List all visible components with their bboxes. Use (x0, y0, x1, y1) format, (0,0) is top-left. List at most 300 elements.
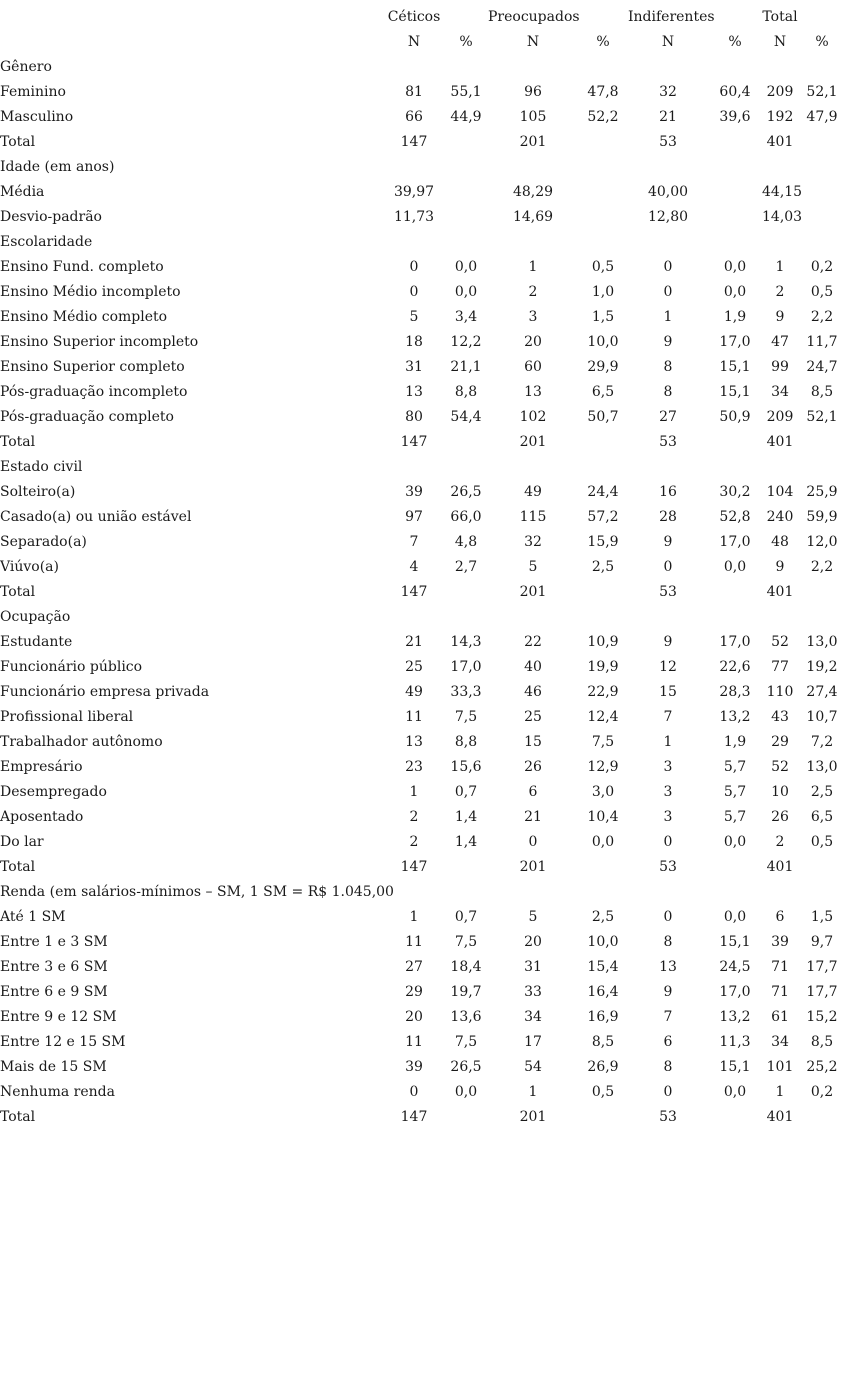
subheader-row (0, 30, 846, 55)
data-cell: 53 (659, 434, 677, 450)
data-cell (798, 1105, 846, 1130)
data-cell: 1 (528, 1084, 538, 1100)
data-cell (798, 205, 846, 230)
data-cell: 1 (409, 784, 419, 800)
data-cell: 32 (524, 534, 542, 550)
data-cell: 0,0 (723, 284, 747, 300)
data-cell: 8 (663, 1059, 673, 1075)
row-label: Entre 6 e 9 SM (0, 984, 108, 1000)
data-cell: 48,29 (512, 184, 554, 200)
row-label: Solteiro(a) (0, 484, 76, 500)
data-cell: 24,4 (587, 484, 619, 500)
data-cell: 10 (771, 784, 789, 800)
data-cell: 9 (663, 534, 673, 550)
data-cell: 6,5 (810, 809, 834, 825)
data-cell: 0 (663, 834, 673, 850)
row-label: Aposentado (0, 809, 84, 825)
data-cell: 17,7 (806, 959, 838, 975)
data-cell: 9 (663, 634, 673, 650)
data-cell: 3 (663, 809, 673, 825)
data-cell: 81 (405, 84, 423, 100)
data-cell: 0 (409, 1084, 419, 1100)
data-cell: 16,9 (587, 1009, 619, 1025)
data-cell: 15,9 (587, 534, 619, 550)
table-row (0, 1055, 846, 1080)
data-cell: 26 (524, 759, 542, 775)
row-label: Estudante (0, 634, 73, 650)
data-cell: 5,7 (723, 809, 747, 825)
row-label: Total (0, 1109, 36, 1125)
data-cell: 13 (524, 384, 542, 400)
data-cell: 5,7 (723, 784, 747, 800)
data-cell: 3 (663, 784, 673, 800)
section-header-row (0, 455, 846, 480)
table-row (0, 430, 846, 455)
data-cell: 11,3 (719, 1034, 751, 1050)
data-cell: 53 (659, 859, 677, 875)
data-cell: 17,0 (719, 334, 751, 350)
data-cell: 8 (663, 934, 673, 950)
data-cell: 26,5 (450, 484, 482, 500)
subheader-n: N (773, 34, 787, 50)
table-row (0, 1030, 846, 1055)
data-cell: 101 (766, 1059, 794, 1075)
data-cell: 31 (524, 959, 542, 975)
data-cell: 40 (524, 659, 542, 675)
data-cell (578, 430, 628, 455)
section-header-row (0, 230, 846, 255)
data-cell: 0,0 (723, 909, 747, 925)
table-page-content (0, 5, 846, 1130)
row-label: Ensino Superior incompleto (0, 334, 199, 350)
data-cell: 2,5 (810, 784, 834, 800)
data-cell: 5 (528, 909, 538, 925)
data-cell: 49 (405, 684, 423, 700)
data-cell: 44,9 (450, 109, 482, 125)
data-cell: 0 (663, 259, 673, 275)
data-cell: 19,9 (587, 659, 619, 675)
data-cell: 22,9 (587, 684, 619, 700)
data-cell: 39,97 (393, 184, 435, 200)
data-cell: 13 (405, 734, 423, 750)
table-row (0, 855, 846, 880)
data-cell: 39 (405, 1059, 423, 1075)
data-cell: 6 (663, 1034, 673, 1050)
table-row (0, 1080, 846, 1105)
data-cell: 53 (659, 134, 677, 150)
data-cell: 15,2 (806, 1009, 838, 1025)
table-row (0, 105, 846, 130)
data-cell: 0,0 (454, 284, 478, 300)
table-row (0, 405, 846, 430)
table-row (0, 330, 846, 355)
data-cell: 9 (775, 309, 785, 325)
data-cell: 8 (663, 384, 673, 400)
data-cell: 0,2 (810, 1084, 834, 1100)
data-cell: 1 (775, 1084, 785, 1100)
subheader-pct: % (596, 34, 610, 50)
data-cell: 12,2 (450, 334, 482, 350)
data-cell (444, 130, 488, 155)
data-cell: 52,1 (806, 409, 838, 425)
data-cell: 12,4 (587, 709, 619, 725)
table-row (0, 555, 846, 580)
data-cell: 32 (659, 84, 677, 100)
row-label: Casado(a) ou união estável (0, 509, 192, 525)
table-row (0, 1105, 846, 1130)
data-cell: 99 (771, 359, 789, 375)
data-cell: 2 (775, 284, 785, 300)
data-cell: 11 (405, 1034, 423, 1050)
data-cell (708, 205, 762, 230)
data-cell: 11 (405, 934, 423, 950)
table-row (0, 130, 846, 155)
data-cell: 22 (524, 634, 542, 650)
data-cell: 401 (766, 134, 794, 150)
data-cell: 11,73 (393, 209, 435, 225)
row-label: Desvio-padrão (0, 209, 102, 225)
data-cell: 147 (400, 584, 428, 600)
data-cell: 0 (409, 259, 419, 275)
data-cell: 18 (405, 334, 423, 350)
data-cell: 147 (400, 434, 428, 450)
row-label: Entre 1 e 3 SM (0, 934, 108, 950)
data-cell: 54,4 (450, 409, 482, 425)
data-cell: 0,7 (454, 909, 478, 925)
data-cell: 53 (659, 584, 677, 600)
data-cell: 0 (663, 559, 673, 575)
data-cell: 80 (405, 409, 423, 425)
data-cell: 5 (528, 559, 538, 575)
data-cell: 0 (409, 284, 419, 300)
data-cell: 26,9 (587, 1059, 619, 1075)
data-cell (578, 205, 628, 230)
data-cell: 17,0 (719, 634, 751, 650)
data-cell: 105 (519, 109, 547, 125)
data-cell (444, 205, 488, 230)
data-cell: 71 (771, 984, 789, 1000)
data-cell: 7 (409, 534, 419, 550)
data-cell: 50,9 (719, 409, 751, 425)
data-cell: 104 (766, 484, 794, 500)
table-row (0, 1005, 846, 1030)
data-cell: 14,69 (512, 209, 554, 225)
data-cell: 0,5 (591, 1084, 615, 1100)
data-cell: 9 (775, 559, 785, 575)
data-cell (708, 130, 762, 155)
data-cell: 2,2 (810, 309, 834, 325)
data-cell: 16 (659, 484, 677, 500)
data-cell: 49 (524, 484, 542, 500)
table-row (0, 805, 846, 830)
table-row (0, 280, 846, 305)
table-row (0, 830, 846, 855)
corner-cell (0, 5, 384, 30)
data-cell: 13 (405, 384, 423, 400)
data-cell: 15 (659, 684, 677, 700)
subheader-n: N (407, 34, 421, 50)
group-header-row (0, 5, 846, 30)
data-cell: 52,2 (587, 109, 619, 125)
data-cell: 147 (400, 1109, 428, 1125)
table-row (0, 80, 846, 105)
data-cell: 9 (663, 334, 673, 350)
group-header-spacer (798, 5, 846, 30)
row-label: Empresário (0, 759, 83, 775)
data-cell: 19,2 (806, 659, 838, 675)
data-cell: 55,1 (450, 84, 482, 100)
data-cell: 14,3 (450, 634, 482, 650)
data-cell: 28 (659, 509, 677, 525)
data-cell (708, 855, 762, 880)
data-cell: 16,4 (587, 984, 619, 1000)
row-label: Ensino Superior completo (0, 359, 185, 375)
data-cell: 52 (771, 759, 789, 775)
data-cell: 7,5 (454, 934, 478, 950)
table-row (0, 355, 846, 380)
data-cell: 3 (528, 309, 538, 325)
data-cell: 12,0 (806, 534, 838, 550)
section-header: Ocupação (0, 609, 71, 625)
data-cell: 21 (405, 634, 423, 650)
table-row (0, 305, 846, 330)
data-cell: 29,9 (587, 359, 619, 375)
table-row (0, 980, 846, 1005)
data-cell: 33,3 (450, 684, 482, 700)
data-cell: 13 (659, 959, 677, 975)
data-cell (578, 130, 628, 155)
table-row (0, 255, 846, 280)
data-cell: 39 (771, 934, 789, 950)
data-cell (798, 180, 846, 205)
data-cell: 5,7 (723, 759, 747, 775)
data-cell (798, 580, 846, 605)
data-cell: 25,9 (806, 484, 838, 500)
data-cell: 2 (409, 809, 419, 825)
data-cell: 40,00 (647, 184, 689, 200)
data-cell: 27,4 (806, 684, 838, 700)
data-cell: 27 (659, 409, 677, 425)
row-label: Ensino Fund. completo (0, 259, 164, 275)
row-label: Trabalhador autônomo (0, 734, 163, 750)
group-header-preocupados: Preocupados (488, 9, 580, 25)
data-cell (708, 1105, 762, 1130)
data-cell: 26 (771, 809, 789, 825)
table-row (0, 580, 846, 605)
data-cell: 66 (405, 109, 423, 125)
data-cell: 8,8 (454, 384, 478, 400)
data-cell: 97 (405, 509, 423, 525)
data-cell: 24,5 (719, 959, 751, 975)
data-cell: 7 (663, 1009, 673, 1025)
data-cell: 2,5 (591, 559, 615, 575)
data-cell: 7 (663, 709, 673, 725)
data-cell (444, 180, 488, 205)
data-cell: 17,0 (719, 984, 751, 1000)
row-label: Até 1 SM (0, 909, 66, 925)
data-cell: 10,7 (806, 709, 838, 725)
data-cell: 15,1 (719, 359, 751, 375)
section-header: Escolaridade (0, 234, 93, 250)
group-header-total: Total (762, 9, 798, 25)
data-cell: 17,0 (719, 534, 751, 550)
data-cell: 0 (528, 834, 538, 850)
data-cell: 29 (405, 984, 423, 1000)
data-cell: 17,7 (806, 984, 838, 1000)
data-cell: 110 (766, 684, 794, 700)
data-cell: 192 (766, 109, 794, 125)
data-cell: 47 (771, 334, 789, 350)
row-label: Entre 12 e 15 SM (0, 1034, 126, 1050)
table-row (0, 955, 846, 980)
data-cell: 39 (405, 484, 423, 500)
table-row (0, 655, 846, 680)
data-cell: 147 (400, 134, 428, 150)
data-cell: 201 (519, 134, 547, 150)
data-cell: 1,9 (723, 309, 747, 325)
data-cell: 0,0 (723, 834, 747, 850)
data-cell: 8,5 (810, 384, 834, 400)
data-cell: 201 (519, 1109, 547, 1125)
data-cell (798, 130, 846, 155)
data-cell: 12,80 (647, 209, 689, 225)
data-cell: 3,0 (591, 784, 615, 800)
row-label: Mais de 15 SM (0, 1059, 107, 1075)
data-cell: 47,9 (806, 109, 838, 125)
row-label: Entre 3 e 6 SM (0, 959, 108, 975)
data-cell: 18,4 (450, 959, 482, 975)
subheader-pct: % (728, 34, 742, 50)
data-cell: 7,5 (454, 709, 478, 725)
data-cell: 57,2 (587, 509, 619, 525)
data-cell: 21,1 (450, 359, 482, 375)
table-row (0, 730, 846, 755)
data-cell: 1,5 (591, 309, 615, 325)
group-header-spacer (708, 5, 762, 30)
section-header: Estado civil (0, 459, 83, 475)
data-cell: 39,6 (719, 109, 751, 125)
data-cell (708, 430, 762, 455)
row-label: Feminino (0, 84, 66, 100)
data-cell: 2,7 (454, 559, 478, 575)
data-cell: 401 (766, 434, 794, 450)
row-label: Total (0, 584, 36, 600)
data-cell: 15,1 (719, 1059, 751, 1075)
data-cell: 8,8 (454, 734, 478, 750)
data-cell: 13,0 (806, 634, 838, 650)
row-label: Funcionário público (0, 659, 143, 675)
data-cell: 102 (519, 409, 547, 425)
data-cell: 401 (766, 859, 794, 875)
data-cell (708, 580, 762, 605)
data-cell: 115 (519, 509, 547, 525)
data-cell: 201 (519, 434, 547, 450)
row-label: Viúvo(a) (0, 559, 59, 575)
data-cell: 31 (405, 359, 423, 375)
data-cell: 0 (663, 284, 673, 300)
data-cell: 1,9 (723, 734, 747, 750)
data-cell: 15,1 (719, 934, 751, 950)
data-cell: 12,9 (587, 759, 619, 775)
data-cell: 25,2 (806, 1059, 838, 1075)
data-cell: 11 (405, 709, 423, 725)
data-cell: 1,4 (454, 809, 478, 825)
data-cell: 147 (400, 859, 428, 875)
data-cell: 52,8 (719, 509, 751, 525)
table-row (0, 705, 846, 730)
section-header: Gênero (0, 59, 52, 75)
data-cell: 19,7 (450, 984, 482, 1000)
data-cell: 401 (766, 584, 794, 600)
data-cell: 15,4 (587, 959, 619, 975)
data-cell: 59,9 (806, 509, 838, 525)
data-cell: 2 (775, 834, 785, 850)
table-row (0, 180, 846, 205)
data-cell: 52 (771, 634, 789, 650)
group-header-spacer (578, 5, 628, 30)
data-cell: 1,5 (810, 909, 834, 925)
data-cell: 96 (524, 84, 542, 100)
table-row (0, 905, 846, 930)
data-cell: 17,0 (450, 659, 482, 675)
data-cell: 54 (524, 1059, 542, 1075)
data-cell: 2 (409, 834, 419, 850)
table-row (0, 205, 846, 230)
data-cell (578, 855, 628, 880)
data-cell: 46 (524, 684, 542, 700)
data-cell: 9 (663, 984, 673, 1000)
data-cell: 4,8 (454, 534, 478, 550)
data-cell: 0 (663, 1084, 673, 1100)
data-cell: 10,4 (587, 809, 619, 825)
data-cell: 60,4 (719, 84, 751, 100)
data-cell: 24,7 (806, 359, 838, 375)
data-cell: 60 (524, 359, 542, 375)
table-header (0, 5, 846, 55)
data-cell: 1,4 (454, 834, 478, 850)
data-cell: 26,5 (450, 1059, 482, 1075)
data-cell (444, 1105, 488, 1130)
row-label: Ensino Médio incompleto (0, 284, 181, 300)
row-label: Total (0, 434, 36, 450)
section-header-row (0, 55, 846, 80)
row-label: Entre 9 e 12 SM (0, 1009, 117, 1025)
subheader-n: N (661, 34, 675, 50)
row-label: Total (0, 134, 36, 150)
data-cell: 17 (524, 1034, 542, 1050)
data-cell: 13,2 (719, 709, 751, 725)
data-cell: 201 (519, 859, 547, 875)
data-cell: 0,0 (454, 1084, 478, 1100)
data-cell: 14,03 (762, 209, 803, 225)
data-cell: 2,2 (810, 559, 834, 575)
data-cell: 77 (771, 659, 789, 675)
subheader-pct: % (815, 34, 829, 50)
data-cell: 1 (528, 259, 538, 275)
data-cell: 1 (775, 259, 785, 275)
data-cell: 0,0 (723, 559, 747, 575)
data-cell (444, 580, 488, 605)
group-header-spacer (444, 5, 488, 30)
data-cell: 12 (659, 659, 677, 675)
subheader-pct: % (459, 34, 473, 50)
data-cell: 1 (663, 734, 673, 750)
table-body (0, 55, 846, 1130)
data-cell (798, 855, 846, 880)
row-label: Separado(a) (0, 534, 87, 550)
section-header: Renda (em salários-mínimos – SM, 1 SM = R$ 1.045,00 (0, 884, 394, 900)
data-cell: 44,15 (762, 184, 803, 200)
